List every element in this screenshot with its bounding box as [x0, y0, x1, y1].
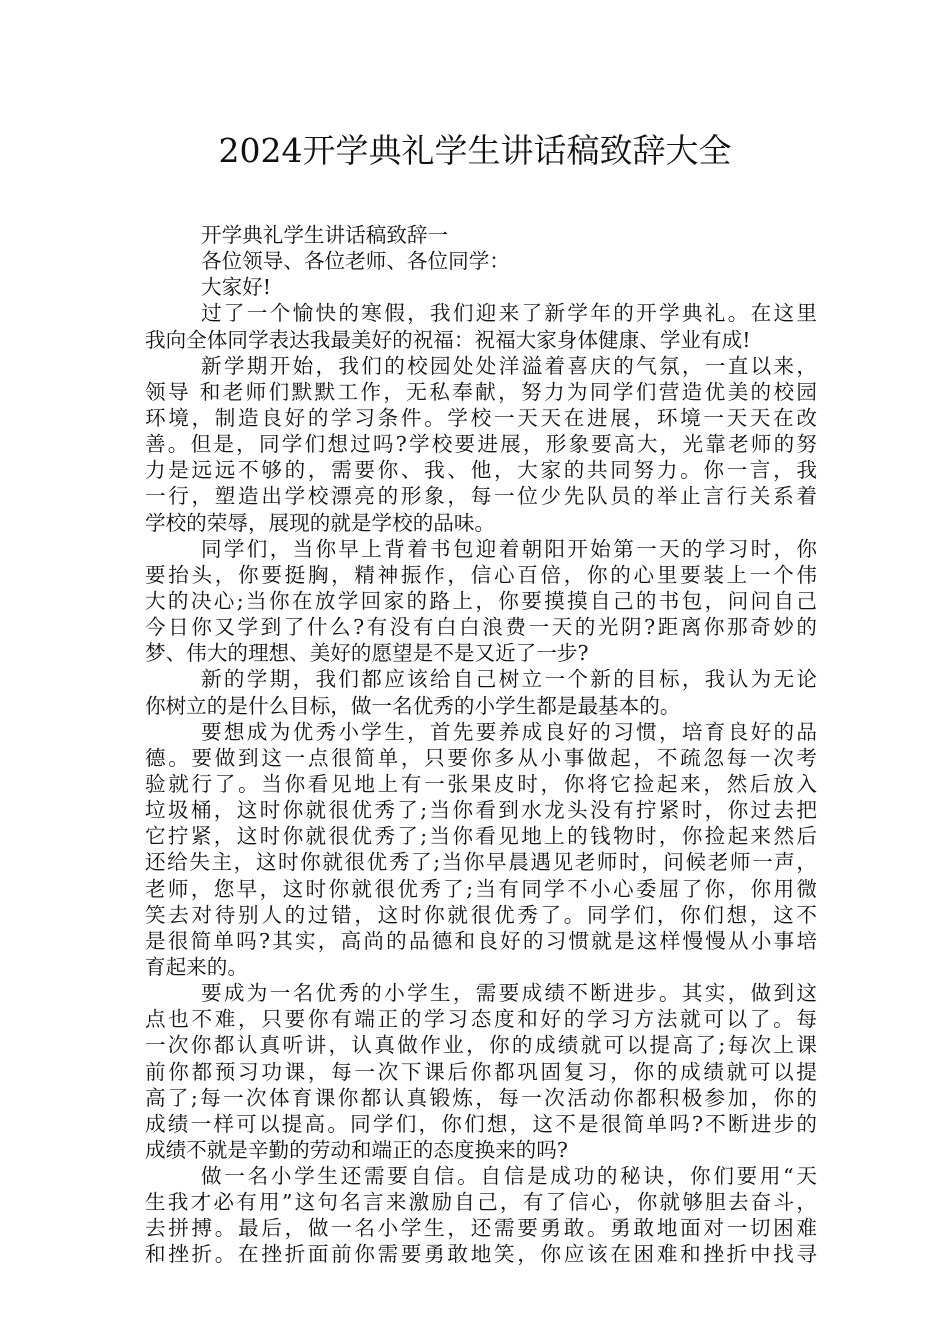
text-line: 德。要做到这一点很简单，只要你多从小事做起，不疏忽每一次考 — [145, 745, 817, 770]
text-line: 环境，制造良好的学习条件。学校一天天在进展，环境一天天在改 — [145, 405, 817, 430]
text-line: 一次你都认真听讲，认真做作业，你的成绩就可以提高了;每次上课 — [145, 1033, 817, 1058]
text-line: 力是远远不够的，需要你、我、他，大家的共同努力。你一言，我 — [145, 458, 817, 483]
text-line: 点也不难，只要你有端正的学习态度和好的学习方法就可以了。每 — [145, 1007, 817, 1032]
text-line: 领导 和老师们默默工作，无私奉献，努力为同学们营造优美的校园 — [145, 379, 817, 404]
text-line: 做一名小学生还需要自信。自信是成功的秘诀，你们要用“天 — [201, 1164, 817, 1189]
text-line: 成绩不就是辛勤的劳动和端正的态度换来的吗? — [145, 1137, 568, 1162]
text-line: 新学期开始，我们的校园处处洋溢着喜庆的气氛，一直以来， — [201, 353, 817, 378]
text-line: 梦、伟大的理想、美好的愿望是不是又近了一步? — [145, 641, 589, 666]
text-line: 今日你又学到了什么?有没有白白浪费一天的光阴?距离你那奇妙的 — [145, 615, 817, 640]
text-line: 新的学期，我们都应该给自己树立一个新的目标，我认为无论 — [201, 667, 817, 692]
text-line: 大家好! — [201, 275, 272, 300]
text-line: 善。但是，同学们想过吗?学校要进展，形象要高大，光靠老师的努 — [145, 432, 817, 457]
text-line: 要抬头，你要挺胸，精神振作，信心百倍，你的心里要装上一个伟 — [145, 562, 817, 587]
text-line: 生我才必有用”这句名言来激励自己，有了信心，你就够胆去奋斗， — [145, 1190, 817, 1215]
text-line: 是很简单吗?其实，高尚的品德和良好的习惯就是这样慢慢从小事培 — [145, 928, 817, 953]
text-line: 学校的荣辱，展现的就是学校的品味。 — [145, 510, 496, 535]
text-line: 大的决心;当你在放学回家的路上，你要摸摸自己的书包，问问自己 — [145, 588, 817, 613]
text-line: 你树立的是什么目标，做一名优秀的小学生都是最基本的。 — [145, 693, 681, 718]
text-line: 育起来的。 — [145, 954, 248, 979]
text-line: 和挫折。在挫折面前你需要勇敢地笑，你应该在困难和挫折中找寻 — [145, 1242, 817, 1267]
text-line: 要成为一名优秀的小学生，需要成绩不断进步。其实，做到这 — [201, 981, 817, 1006]
text-line: 还给失主，这时你就很优秀了;当你早晨遇见老师时，问候老师一声， — [145, 850, 817, 875]
text-line: 高了;每一次体育课你都认真锻炼，每一次活动你都积极参加，你的 — [145, 1085, 817, 1110]
text-line: 去拼搏。最后，做一名小学生，还需要勇敢。勇敢地面对一切困难 — [145, 1216, 817, 1241]
text-line: 要想成为优秀小学生，首先要养成良好的习惯，培育良好的品 — [201, 719, 817, 744]
document-body — [145, 222, 817, 1268]
text-line: 前你都预习功课，每一次下课后你都巩固复习，你的成绩就可以提 — [145, 1059, 817, 1084]
document-title: 2024开学典礼学生讲话稿致辞大全 — [218, 131, 732, 170]
text-line: 开学典礼学生讲话稿致辞一 — [201, 223, 449, 247]
text-line: 老师，您早，这时你就很优秀了;当有同学不小心委屈了你，你用微 — [145, 876, 817, 901]
text-line: 验就行了。当你看见地上有一张果皮时，你将它捡起来，然后放入 — [145, 771, 817, 796]
text-line: 笑去对待别人的过错，这时你就很优秀了。同学们，你们想，这不 — [145, 902, 817, 927]
text-line: 同学们，当你早上背着书包迎着朝阳开始第一天的学习时，你 — [201, 536, 817, 561]
text-line: 各位领导、各位老师、各位同学： — [201, 249, 510, 274]
text-line: 垃圾桶，这时你就很优秀了;当你看到水龙头没有拧紧时，你过去把 — [145, 798, 817, 823]
text-line: 我向全体同学表达我最美好的祝福：祝福大家身体健康、学业有成! — [145, 327, 751, 352]
text-line: 过了一个愉快的寒假，我们迎来了新学年的开学典礼。在这里 — [201, 301, 817, 326]
text-line: 它拧紧，这时你就很优秀了;当你看见地上的钱物时，你捡起来然后 — [145, 824, 817, 849]
text-line: 一行，塑造出学校漂亮的形象，每一位少先队员的举止言行关系着 — [145, 484, 817, 509]
text-line: 成绩一样可以提高。同学们，你们想，这不是很简单吗?不断进步的 — [145, 1111, 817, 1136]
